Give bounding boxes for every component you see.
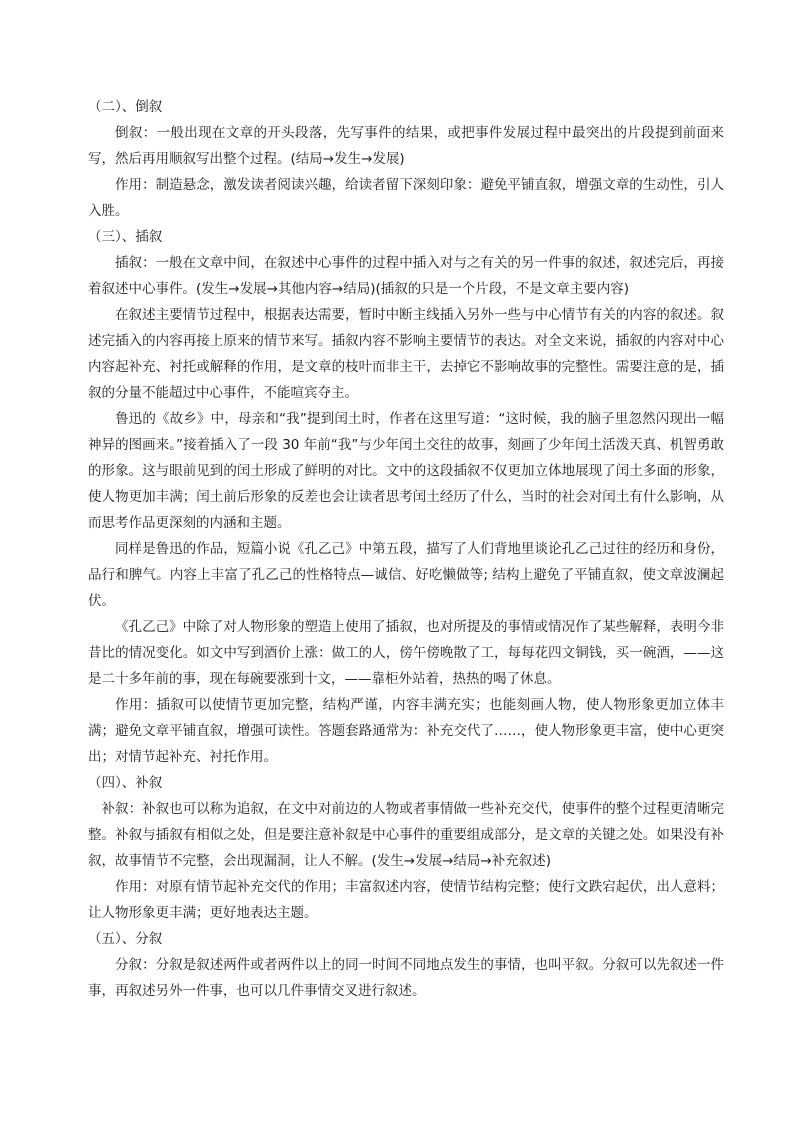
paragraph: 同样是鲁迅的作品，短篇小说《孔乙己》中第五段，描写了人们背地里谈论孔乙己过往的经历和身份，品行和脾气。内容上丰富了孔乙己的性格特点—诚信、好吃懒做等; 结构上避免了平铺直叙，使文章波澜起伏。 bbox=[88, 541, 724, 609]
section-heading-parallel: （五）、分叙 bbox=[88, 931, 163, 947]
paragraph: 在叙述主要情节过程中，根据表达需要，暂时中断主线插入另外一些与中心情节有关的内容的叙述。叙述完插入的内容再接上原来的情节来写。插叙内容不影响主要情节的表达。对全文来说，插叙的内容对中心内容起补充、衬托或解释的作用，是文章的枝叶而非主干，去掉它不影响故事的完整性。需要注意的是，插叙的分量不能超过中心事件，不能喧宾夺主。 bbox=[88, 307, 724, 401]
section-heading-interpolation: （三）、插叙 bbox=[88, 229, 163, 245]
section-heading-flashback: （二）、倒叙 bbox=[88, 99, 163, 115]
paragraph: 补叙：补叙也可以称为追叙，在文中对前边的人物或者事情做一些补充交代，使事件的整个过程更清晰完整。补叙与插叙有相似之处，但是要注意补叙是中心事件的重要组成部分，是文章的关键之处。如果没有补叙，故事情节不完整，会出现漏洞，让人不解。(发生→发展→结局→补充叙述) bbox=[88, 801, 724, 869]
paragraph: 作用：制造悬念，激发读者阅读兴趣，给读者留下深刻印象：避免平铺直叙，增强文章的生动性，引人入胜。 bbox=[88, 177, 724, 219]
paragraph: 插叙：一般在文章中间，在叙述中心事件的过程中插入对与之有关的另一件事的叙述，叙述完后，再接着叙述中心事件。(发生→发展→其他内容→结局)(插叙的只是一个片段，不是文章主要内容) bbox=[88, 255, 724, 297]
paragraph: 《孔乙己》中除了对人物形象的塑造上使用了插叙，也对所提及的事情或情况作了某些解释，表明今非昔比的情况变化。如文中写到酒价上涨：做工的人，傍午傍晚散了工，每每花四文铜钱，买一碗酒，——这是二十多年前的事，现在每碗要涨到十文，——靠柜外站着，热热的喝了休息。 bbox=[88, 619, 724, 687]
paragraph: 倒叙：一般出现在文章的开头段落，先写事件的结果，或把事件发展过程中最突出的片段提到前面来写，然后再用顺叙写出整个过程。(结局→发生→发展) bbox=[88, 125, 724, 167]
document-body bbox=[88, 94, 724, 1004]
paragraph: 分叙：分叙是叙述两件或者两件以上的同一时间不同地点发生的事情，也叫平叙。分叙可以先叙述一件事，再叙述另外一件事，也可以几件事情交叉进行叙述。 bbox=[88, 957, 724, 999]
paragraph: 作用：对原有情节起补充交代的作用；丰富叙述内容，使情节结构完整；使行文跌宕起伏，出人意料；让人物形象更丰满；更好地表达主题。 bbox=[88, 879, 724, 921]
paragraph: 鲁迅的《故乡》中，母亲和“我”提到闰土时，作者在这里写道：“这时候，我的脑子里忽然闪现出一幅神异的图画来。”接着插入了一段 30 年前“我”与少年闰土交往的故事，刻画了少年闰土活泼天真、机智勇敢的形象。这与眼前见到的闰土形成了鲜明的对比。文中的这段插叙不仅更加立体地展现了闰土多面的形象，使人物更加丰满；闰土前后形象的反差也会让读者思考闰土经历了什么，当时的社会对闰土有什么影响，从而思考作品更深刻的内涵和主题。 bbox=[88, 411, 724, 531]
paragraph: 作用：插叙可以使情节更加完整，结构严谨，内容丰满充实；也能刻画人物，使人物形象更加立体丰满；避免文章平铺直叙，增强可读性。答题套路通常为：补充交代了……，使人物形象更丰富，使中心更突出；对情节起补充、衬托作用。 bbox=[88, 697, 724, 765]
section-heading-supplement: （四）、补叙 bbox=[88, 775, 163, 791]
